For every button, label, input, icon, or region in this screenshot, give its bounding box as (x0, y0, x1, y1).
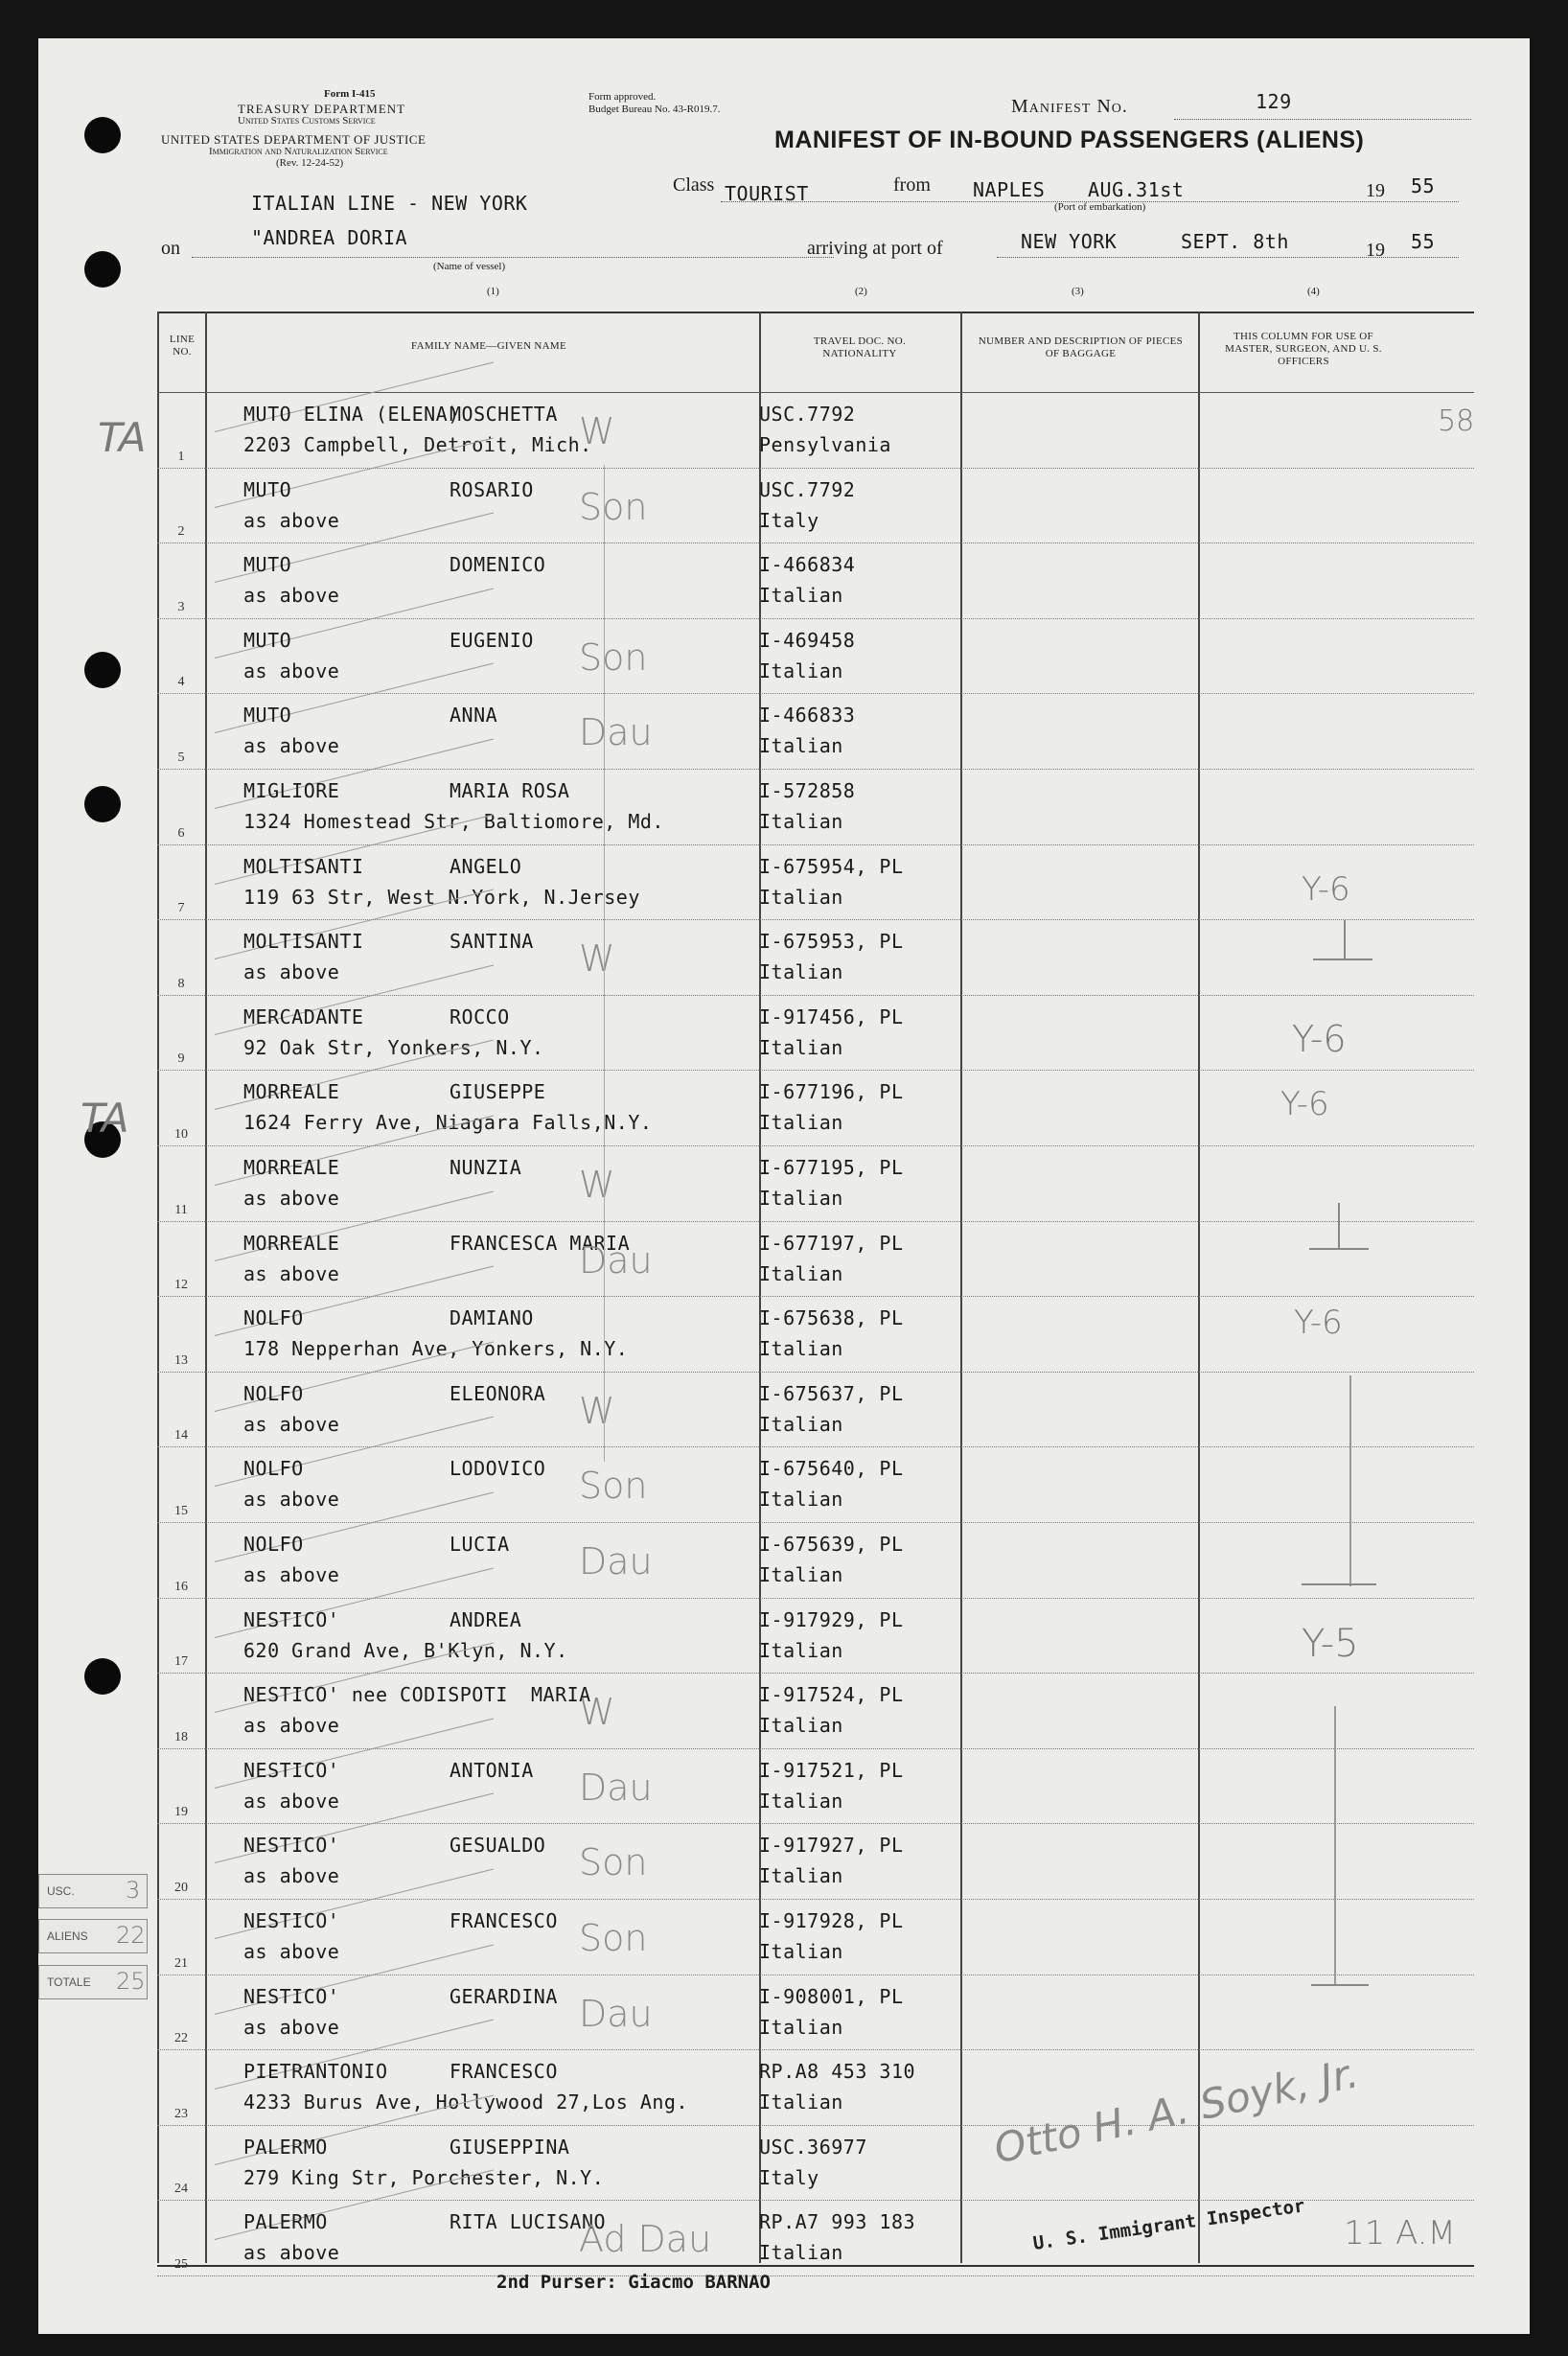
table-row (157, 1599, 1474, 1675)
purser-line: 2nd Purser: Giacmo BARNAO (496, 2272, 771, 2293)
ta-mark: TA (81, 1095, 129, 1142)
given-name: EUGENIO (450, 628, 534, 652)
table-row (157, 1824, 1474, 1900)
line-number: 10 (174, 1126, 188, 1142)
given-name: GERARDINA (450, 1984, 558, 2008)
address: 1324 Homestead Str, Baltiomore, Md. (243, 810, 664, 833)
nationality: Italian (759, 1714, 843, 1738)
address: as above (243, 2241, 340, 2265)
col-header-name: FAMILY NAME—GIVEN NAME (411, 340, 566, 352)
relationship-note: Dau (579, 1238, 653, 1282)
address: as above (243, 1940, 340, 1963)
class-label: Class (673, 174, 715, 196)
family-name: NESTICO' nee CODISPOTI (243, 1683, 508, 1707)
nationality: Italian (759, 960, 843, 984)
given-name: DOMENICO (450, 553, 546, 577)
year-prefix: 19 (1366, 240, 1385, 261)
family-name: NESTICO' (243, 1984, 340, 2008)
travel-doc-number: I-917929, PL (759, 1607, 904, 1631)
nationality: Italian (759, 734, 843, 758)
address: as above (243, 658, 340, 682)
officer-note: Y-6 (1280, 1085, 1329, 1123)
family-name: MORREALE (243, 1156, 340, 1179)
travel-doc-number: I-917456, PL (759, 1005, 904, 1028)
family-name: NOLFO (243, 1533, 304, 1556)
nationality: Italian (759, 1412, 843, 1436)
line-number: 25 (174, 2256, 188, 2272)
col-number-4: (4) (1307, 286, 1320, 297)
line-number: 18 (174, 1729, 188, 1744)
margin-tally-aliens (38, 1919, 148, 1953)
nationality: Italian (759, 2090, 843, 2114)
col-header-baggage: NUMBER AND DESCRIPTION OF PIECES OF BAGGAGE (978, 335, 1184, 359)
travel-doc-number: I-917927, PL (759, 1834, 904, 1858)
line-number: 14 (174, 1428, 188, 1444)
nationality: Italian (759, 2015, 843, 2039)
given-name: ELEONORA (450, 1381, 546, 1405)
travel-doc-number: USC.36977 (759, 2135, 867, 2159)
nationality: Italian (759, 1864, 843, 1888)
address: as above (243, 1563, 340, 1586)
family-name: MORREALE (243, 1231, 340, 1255)
line-number: 3 (177, 599, 185, 614)
relationship-note: Son (579, 1841, 648, 1884)
line-number: 9 (177, 1051, 185, 1067)
nationality: Italy (759, 2165, 819, 2189)
family-name: PALERMO (243, 2135, 328, 2159)
travel-doc-number: I-675637, PL (759, 1381, 904, 1405)
line-number: 13 (174, 1352, 188, 1368)
family-name: MUTO (243, 704, 292, 728)
binder-hole (84, 117, 121, 153)
inspector-signature: Otto H. A. Soyk, Jr. (989, 2049, 1363, 2173)
line-number: 5 (177, 750, 185, 765)
relationship-note: Dau (579, 1992, 653, 2035)
given-name: ROSARIO (450, 477, 534, 501)
family-name: MUTO (243, 477, 292, 501)
form-number: Form I-415 (324, 88, 376, 100)
address: 2203 Campbell, Detroit, Mich. (243, 433, 592, 456)
family-name: PIETRANTONIO (243, 2060, 388, 2084)
year-prefix: 19 (1366, 180, 1385, 201)
family-name: MUTO (243, 553, 292, 577)
class-value: TOURIST (725, 182, 809, 205)
nationality: Italian (759, 1035, 843, 1059)
given-name: MOSCHETTA (450, 403, 558, 426)
tally-value: 22 (116, 1922, 146, 1949)
relationship-note: Son (579, 1465, 648, 1508)
justice-dept: UNITED STATES DEPARTMENT OF JUSTICE (161, 132, 427, 147)
family-name: NESTICO' (243, 1607, 340, 1631)
family-name: NESTICO' (243, 1909, 340, 1932)
travel-doc-number: I-677195, PL (759, 1156, 904, 1179)
tally-label: ALIENS (47, 1929, 88, 1943)
revision: (Rev. 12-24-52) (276, 157, 344, 169)
line-number: 23 (174, 2106, 188, 2121)
col-number-3: (3) (1072, 286, 1084, 297)
address: as above (243, 960, 340, 984)
from-date: AUG.31st (1088, 178, 1185, 201)
travel-doc-number: I-908001, PL (759, 1984, 904, 2008)
binder-hole (84, 786, 121, 822)
travel-doc-number: I-677196, PL (759, 1080, 904, 1104)
manifest-number: 129 (1256, 90, 1292, 113)
address: 279 King Str, Porchester, N.Y. (243, 2165, 605, 2189)
nationality: Italian (759, 658, 843, 682)
given-name: SANTINA (450, 930, 534, 954)
line-number: 1 (177, 449, 185, 464)
nationality: Italy (759, 508, 819, 532)
relationship-note: Dau (579, 711, 653, 754)
family-name: MIGLIORE (243, 779, 340, 802)
address: 1624 Ferry Ave, Niagara Falls,N.Y. (243, 1111, 653, 1135)
relationship-note: W (579, 1691, 615, 1734)
given-name: FRANCESCA MARIA (450, 1231, 631, 1255)
page-count-note: 58 (1438, 404, 1475, 438)
nationality: Italian (759, 1563, 843, 1586)
nationality: Italian (759, 1111, 843, 1135)
officer-note: Y-6 (1302, 870, 1350, 909)
address: as above (243, 1488, 340, 1512)
officer-note: Y-5 (1302, 1622, 1359, 1666)
line-number: 7 (177, 901, 185, 916)
officer-note: Y-6 (1292, 1018, 1347, 1060)
travel-doc-number: I-917521, PL (759, 1758, 904, 1782)
budget-bureau: Budget Bureau No. 43-R019.7. (588, 104, 721, 115)
travel-doc-number: I-466833 (759, 704, 856, 728)
arrive-port: NEW YORK (1021, 230, 1118, 253)
relationship-note: Ad Dau (579, 2218, 712, 2261)
family-name: PALERMO (243, 2210, 328, 2234)
given-name: GESUALDO (450, 1834, 546, 1858)
given-name: DAMIANO (450, 1306, 534, 1330)
address: 620 Grand Ave, B'Klyn, N.Y. (243, 1638, 568, 1662)
given-name: RITA LUCISANO (450, 2210, 607, 2234)
nationality: Italian (759, 1187, 843, 1210)
table-row (157, 1749, 1474, 1825)
relationship-note: Son (579, 635, 648, 679)
table-row (157, 1523, 1474, 1599)
travel-doc-number: I-466834 (759, 553, 856, 577)
relationship-note: Dau (579, 1540, 653, 1582)
given-name: FRANCESCO (450, 2060, 558, 2084)
relationship-note: Son (579, 485, 648, 528)
address: 92 Oak Str, Yonkers, N.Y. (243, 1035, 544, 1059)
binder-hole (84, 652, 121, 688)
customs-service: United States Customs Service (238, 115, 376, 127)
table-row (157, 1975, 1474, 2051)
given-name: ANGELO (450, 854, 522, 878)
nationality: Italian (759, 1337, 843, 1361)
travel-doc-number: I-469458 (759, 628, 856, 652)
given-name: ANTONIA (450, 1758, 534, 1782)
from-label: from (893, 174, 931, 196)
given-name: MARIA (531, 1683, 591, 1707)
ins-service: Immigration and Naturalization Service (209, 146, 388, 157)
table-row (157, 2126, 1474, 2202)
address: as above (243, 1261, 340, 1285)
given-name: LODOVICO (450, 1457, 546, 1481)
address: as above (243, 584, 340, 608)
port-embarkation-caption: (Port of embarkation) (1054, 201, 1146, 213)
nationality: Pensylvania (759, 433, 891, 456)
relationship-note: W (579, 1164, 615, 1206)
address: 4233 Burus Ave, Hollywood 27,Los Ang. (243, 2090, 689, 2114)
line-number: 11 (174, 1202, 188, 1217)
line-number: 2 (177, 524, 185, 540)
address: as above (243, 2015, 340, 2039)
arriving-label: arriving at port of (807, 238, 943, 259)
nationality: Italian (759, 1488, 843, 1512)
travel-doc-number: RP.A8 453 310 (759, 2060, 916, 2084)
table-row (157, 469, 1474, 544)
line-number: 22 (174, 2031, 188, 2046)
travel-doc-number: I-675638, PL (759, 1306, 904, 1330)
table-row (157, 1447, 1474, 1523)
given-name: LUCIA (450, 1533, 510, 1556)
travel-doc-number: I-917524, PL (759, 1683, 904, 1707)
table-row (157, 845, 1474, 921)
address: 119 63 Str, West N.York, N.Jersey (243, 885, 640, 909)
col-number-1: (1) (487, 286, 499, 297)
family-name: NOLFO (243, 1381, 304, 1405)
table-row (157, 1071, 1474, 1146)
table-row (157, 1674, 1474, 1749)
travel-doc-number: I-675954, PL (759, 854, 904, 878)
line-number: 8 (177, 976, 185, 991)
travel-doc-number: USC.7792 (759, 403, 856, 426)
family-name: MUTO (243, 628, 292, 652)
from-port: NAPLES (973, 178, 1046, 201)
relationship-note: W (579, 937, 615, 981)
given-name: NUNZIA (450, 1156, 522, 1179)
family-name: MUTO ELINA (ELENA) (243, 403, 460, 426)
binder-hole (84, 251, 121, 288)
travel-doc-number: RP.A7 993 183 (759, 2210, 916, 2234)
on-label: on (161, 238, 180, 259)
given-name: ANNA (450, 704, 498, 728)
family-name: MORREALE (243, 1080, 340, 1104)
line-number: 16 (174, 1579, 188, 1594)
line-number: 21 (174, 1955, 188, 1971)
table-row (157, 770, 1474, 845)
family-name: NESTICO' (243, 1758, 340, 1782)
col-header-line: LINE NO. (169, 334, 196, 358)
line-number: 20 (174, 1880, 188, 1895)
travel-doc-number: I-675953, PL (759, 930, 904, 954)
line-number: 17 (174, 1654, 188, 1670)
nationality: Italian (759, 1261, 843, 1285)
col-number-2: (2) (855, 286, 867, 297)
given-name: ROCCO (450, 1005, 510, 1028)
nationality: Italian (759, 885, 843, 909)
nationality: Italian (759, 1940, 843, 1963)
binder-hole (84, 1658, 121, 1695)
family-name: MERCADANTE (243, 1005, 364, 1028)
family-name: MOLTISANTI (243, 854, 364, 878)
nationality: Italian (759, 584, 843, 608)
inspector-title: U. S. Immigrant Inspector (1031, 2195, 1306, 2254)
nationality: Italian (759, 1789, 843, 1813)
table-row (157, 393, 1474, 469)
table-row (157, 543, 1474, 619)
table-row (157, 1373, 1474, 1448)
embark-year: 55 (1411, 174, 1436, 197)
travel-doc-number: I-917928, PL (759, 1909, 904, 1932)
address: as above (243, 1714, 340, 1738)
col-header-officers: THIS COLUMN FOR USE OF MASTER, SURGEON, AND U. S. OFFICERS (1225, 331, 1382, 367)
inspection-time: 11 A.M (1344, 2214, 1456, 2252)
given-name: GIUSEPPINA (450, 2135, 570, 2159)
nationality: Italian (759, 810, 843, 833)
shipping-line: ITALIAN LINE - NEW YORK (251, 192, 528, 215)
manifest-label: Manifest No. (1011, 96, 1128, 117)
table-row (157, 920, 1474, 996)
travel-doc-number: USC.7792 (759, 477, 856, 501)
tally-value: 3 (126, 1877, 141, 1904)
family-name: NOLFO (243, 1457, 304, 1481)
arrive-date: SEPT. 8th (1181, 230, 1289, 253)
table-row (157, 1297, 1474, 1373)
col-header-doc: TRAVEL DOC. NO. NATIONALITY (813, 335, 907, 359)
table-row (157, 619, 1474, 695)
ta-mark: TA (98, 414, 147, 461)
given-name: MARIA ROSA (450, 779, 570, 802)
treasury-dept: TREASURY DEPARTMENT (238, 102, 406, 116)
vessel-name: "ANDREA DORIA (251, 226, 408, 249)
table-row (157, 1222, 1474, 1298)
table-row (157, 1900, 1474, 1975)
line-number: 12 (174, 1278, 188, 1293)
address: as above (243, 734, 340, 758)
travel-doc-number: I-675640, PL (759, 1457, 904, 1481)
family-name: NOLFO (243, 1306, 304, 1330)
relationship-note: Son (579, 1917, 648, 1959)
line-number: 24 (174, 2182, 188, 2197)
given-name: GIUSEPPE (450, 1080, 546, 1104)
vessel-caption: (Name of vessel) (433, 261, 506, 272)
address: as above (243, 1789, 340, 1813)
travel-doc-number: I-572858 (759, 779, 856, 802)
travel-doc-number: I-675639, PL (759, 1533, 904, 1556)
address: as above (243, 1187, 340, 1210)
table-row (157, 1146, 1474, 1222)
relationship-note: Dau (579, 1766, 653, 1809)
given-name: FRANCESCO (450, 1909, 558, 1932)
margin-tally-totale (38, 1965, 148, 1999)
line-number: 19 (174, 1805, 188, 1820)
family-name: NESTICO' (243, 1834, 340, 1858)
tally-label: USC. (47, 1884, 75, 1898)
nationality: Italian (759, 1638, 843, 1662)
tally-value: 25 (116, 1968, 146, 1995)
table-row (157, 996, 1474, 1072)
address: 178 Nepperhan Ave, Yonkers, N.Y. (243, 1337, 629, 1361)
address: as above (243, 1412, 340, 1436)
nationality: Italian (759, 2241, 843, 2265)
relationship-note: W (579, 1389, 615, 1432)
address: as above (243, 508, 340, 532)
line-number: 15 (174, 1503, 188, 1518)
table-row (157, 694, 1474, 770)
margin-tally-usc (38, 1874, 148, 1908)
line-number: 4 (177, 675, 185, 690)
travel-doc-number: I-677197, PL (759, 1231, 904, 1255)
tally-label: TOTALE (47, 1975, 91, 1989)
given-name: ANDREA (450, 1607, 522, 1631)
arrive-year: 55 (1411, 230, 1436, 253)
page-title: MANIFEST OF IN-BOUND PASSENGERS (ALIENS) (774, 127, 1365, 153)
officer-note: Y-6 (1294, 1304, 1343, 1342)
family-name: MOLTISANTI (243, 930, 364, 954)
manifest-page (38, 38, 1530, 2334)
address: as above (243, 1864, 340, 1888)
relationship-note: W (579, 410, 615, 452)
line-number: 6 (177, 825, 185, 841)
form-approved: Form approved. (588, 91, 657, 103)
